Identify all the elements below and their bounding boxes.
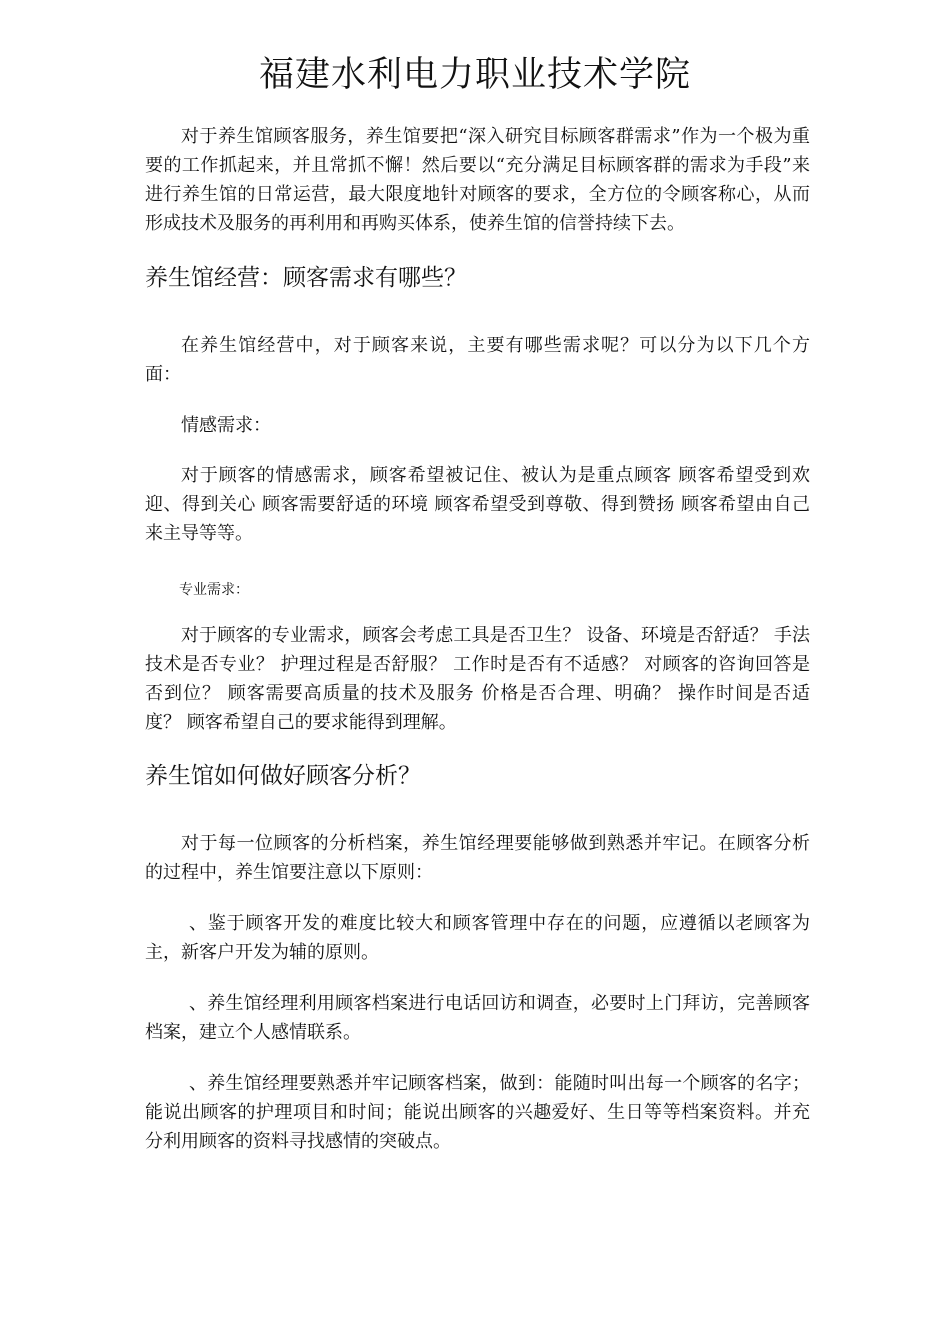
section2-lead-paragraph: 对于每一位顾客的分析档案，养生馆经理要能够做到熟悉并牢记。在顾客分析的过程中，养生馆要注意以下原则： [145, 833, 810, 883]
emotional-needs-label: 情感需求： [181, 415, 271, 436]
section-heading-customer-analysis: 养生馆如何做好顾客分析？ [145, 763, 421, 789]
document-title: 福建水利电力职业技术学院 [258, 55, 691, 95]
emotional-needs-paragraph: 对于顾客的情感需求，顾客希望被记住、被认为是重点顾客 顾客希望受到欢迎、得到关心 顾客需要舒适的环境 顾客希望受到尊敬、得到赞扬 顾客希望由自己来主导等等。 [145, 465, 810, 544]
analysis-point-3: 、养生馆经理要熟悉并牢记顾客档案，做到：能随时叫出每一个顾客的名字；能说出顾客的护理项目和时间；能说出顾客的兴趣爱好、生日等等档案资料。并充分利用顾客的资料寻找感情的突破点。 [145, 1073, 810, 1152]
professional-needs-paragraph: 对于顾客的专业需求，顾客会考虑工具是否卫生？ 设备、环境是否舒适？ 手法技术是否专业？ 护理过程是否舒服？ 工作时是否有不适感？ 对顾客的咨询回答是否到位？ 顾客需要高质量的技术及服务 价格是否合理、明确？ 操作时间是否适度？ 顾客希望自己的要求能得到理解。 [145, 625, 810, 733]
professional-needs-label: 专业需求： [179, 582, 249, 598]
section-heading-customer-needs: 养生馆经营：顾客需求有哪些？ [145, 265, 467, 291]
analysis-point-1: 、鉴于顾客开发的难度比较大和顾客管理中存在的问题，应遵循以老顾客为主，新客户开发为辅的原则。 [145, 913, 810, 963]
intro-paragraph: 对于养生馆顾客服务，养生馆要把“深入研究目标顾客群需求”作为一个极为重要的工作抓起来，并且常抓不懈！然后要以“充分满足目标顾客群的需求为手段”来进行养生馆的日常运营，最大限度地针对顾客的要求，全方位的令顾客称心，从而形成技术及服务的再利用和再购买体系，使养生馆的信誉持续下去。 [145, 126, 810, 234]
section1-lead-paragraph: 在养生馆经营中，对于顾客来说，主要有哪些需求呢？可以分为以下几个方面： [145, 335, 810, 385]
analysis-point-2: 、养生馆经理利用顾客档案进行电话回访和调查，必要时上门拜访，完善顾客档案，建立个人感情联系。 [145, 993, 810, 1043]
